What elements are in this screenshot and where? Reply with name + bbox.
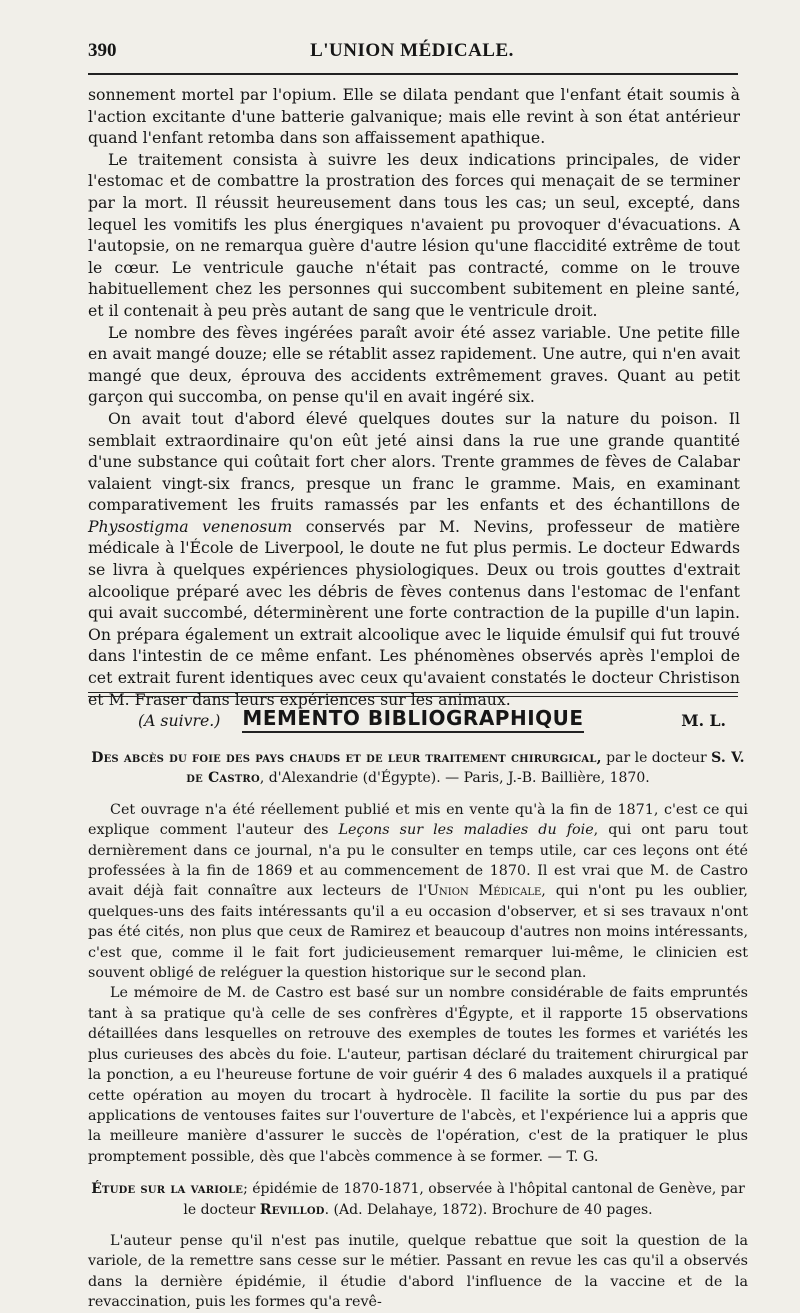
- memento-heading: [88, 706, 738, 730]
- to-be-continued: (A suivre.): [138, 711, 221, 731]
- page-number: 390: [88, 40, 117, 61]
- review-2-author: Revillod: [259, 1201, 325, 1218]
- review-1-paragraph-2: Le mémoire de M. de Castro est basé sur un nombre considérable de faits empruntés tant à sa pratique qu'à celle de ses confrères d'Égypte, et il rapporte 15 observations détaillées dans lesquelles on retrouve des exemples de toutes les formes et variétés les plus curieuses des abcès du foie. L'auteur, partisan déclaré du traitement chirurgical par la ponction, a eu l'heureuse fortune de voir guérir 4 des 6 malades auxquels il a pratiqué cette opération au moyen du trocart à hydrocèle. Il facilite la sortie du pus par des applications de ventouses faites sur l'ouverture de l'abcès, et l'expérience lui a appris que la meilleure manière d'assurer le succès de l'opération, c'est de la pratiquer le plus promptement possible, dès que l'abcès commence à se former. — T. G.: [88, 985, 748, 1165]
- article-paragraph-3: Le nombre des fèves ingérées paraît avoir été assez variable. Une petite fille en avait mangé douze; elle se rétablit assez rapidement. Une autre, qui n'en avait mangé que deux, éprouva des accidents extrêmement graves. Quant au petit garçon qui succomba, on pense qu'il en avait ingéré six.: [88, 322, 740, 407]
- article-paragraph-4: [88, 408, 740, 710]
- paragraph-4-text-b: conservés par M. Nevins, professeur de matière médicale à l'École de Liverpool, le doute ne fut plus permis. Le docteur Edwards se livra à quelques expériences physiologiques. Deux ou trois gouttes d'extrait alcoolique préparé avec les débris de fèves contenus dans l'estomac de l'enfant qui avait succombé, déterminèrent une forte contraction de la pupille d'un lapin. On prépara également un extrait alcoolique avec le liquide émulsif qui fut trouvé dans l'intestin de ce même enfant. Les phénomènes observés après l'emploi de cet extrait furent identiques avec ceux qu'avaient constatés le docteur Christison et M. Fraser dans leurs expériences sur les animaux.: [88, 516, 740, 709]
- review-1-work-title: Des abcès du foie des pays chauds et de leur traitement chirurgical,: [91, 750, 602, 766]
- review-2-publisher: . (Ad. Delahaye, 1872). Brochure de 40 pages.: [324, 1201, 653, 1218]
- review-2-title: [88, 1179, 748, 1220]
- review-2-paragraph-1: L'auteur pense qu'il n'est pas inutile, quelque rebattue que soit la question de la variole, de la remettre sans cesse sur le métier. Passant en revue les cas qu'il a observés dans la dernière épidémie, il étudie d'abord l'influence de la vaccine et de la revaccination, puis les formes qu'a revê-: [88, 1232, 748, 1311]
- review-1-title: [88, 748, 748, 789]
- review-1-publisher: , d'Alexandrie (d'Égypte). — Paris, J.-B. Baillière, 1870.: [259, 770, 650, 787]
- bibliography-reviews: [88, 748, 748, 1313]
- review-1-paragraph-1: [88, 800, 748, 984]
- article-body: [88, 84, 740, 732]
- review-1-p1-b: , qui ont paru tout dernièrement dans ce journal, n'a pu le consulter en temps utile, car ces leçons ont été professées à la fin de 1869 et au commencement de 1870. Il est vrai que M. de Castro avait déjà fait connaître aux lecteurs de l': [88, 822, 748, 900]
- author-initials: M. L.: [681, 711, 726, 731]
- review-2-title-rest: ; épidémie de 1870-1871, observée à l'hôpital cantonal de Genève, par le docteur: [183, 1181, 745, 1218]
- header-rule: [88, 73, 738, 75]
- journal-name: Union Médicale: [427, 883, 542, 900]
- review-1-author: S. V. de Castro: [186, 750, 745, 787]
- article-paragraph-2: Le traitement consista à suivre les deux indications principales, de vider l'estomac et de combattre la prostration des forces qui menaçait de se terminer par la mort. Il réussit heureusement dans tous les cas; un seul, excepté, dans lequel les vomitifs les plus énergiques n'avaient pu provoquer d'évacuations. A l'autopsie, on ne remarqua guère d'autre lésion qu'une flaccidité extrême de tout le cœur. Le ventricule gauche n'était pas contracté, comme on le trouve habituellement chez les personnes qui succombent subitement en pleine santé, et il contenait à peu près autant de sang que le ventricule droit.: [88, 149, 740, 320]
- review-1-p1-a: Cet ouvrage n'a été réellement publié et mis en vente qu'à la fin de 1871, c'est ce qui explique comment l'auteur des: [88, 801, 748, 839]
- paragraph-4-text-a: On avait tout d'abord élevé quelques doutes sur la nature du poison. Il semblait extraordinaire qu'on eût jeté ainsi dans la rue une grande quantité d'une substance qui coûtait fort cher alors. Trente grammes de fèves de Calabar valaient vingt-six francs, presque un franc le gramme. Mais, en examinant comparativement les fruits ramassés par les enfants et des échantillons de: [88, 408, 740, 515]
- section-divider: [88, 692, 738, 697]
- species-name: Physostigma venenosum: [88, 516, 293, 536]
- running-head: [88, 40, 736, 66]
- review-2-work-title: Étude sur la variole: [91, 1181, 244, 1198]
- journal-title: L'UNION MÉDICALE.: [310, 40, 514, 61]
- cited-work-title: Leçons sur les maladies du foie: [338, 822, 594, 839]
- article-paragraph-1: sonnement mortel par l'opium. Elle se dilata pendant que l'enfant était soumis à l'action excitante d'une batterie galvanique; mais elle revint à son état antérieur quand l'enfant retomba dans son affaissement apathique.: [88, 85, 740, 148]
- review-1-by: par le docteur: [601, 750, 712, 766]
- memento-heading-text: MEMENTO BIBLIOGRAPHIQUE: [242, 706, 583, 733]
- review-1-p1-c: , qui n'ont pu les oublier, quelques-uns des faits intéressants qu'il a eu occasion d'observer, et si ses travaux n'ont pas été cités, non plus que ceux de Ramirez et beaucoup d'autres non moins intéressants, c'est que, comme il le fait fort judicieusement remarquer lui-même, le clinicien est souvent obligé de reléguer la question historique sur le second plan.: [88, 883, 748, 982]
